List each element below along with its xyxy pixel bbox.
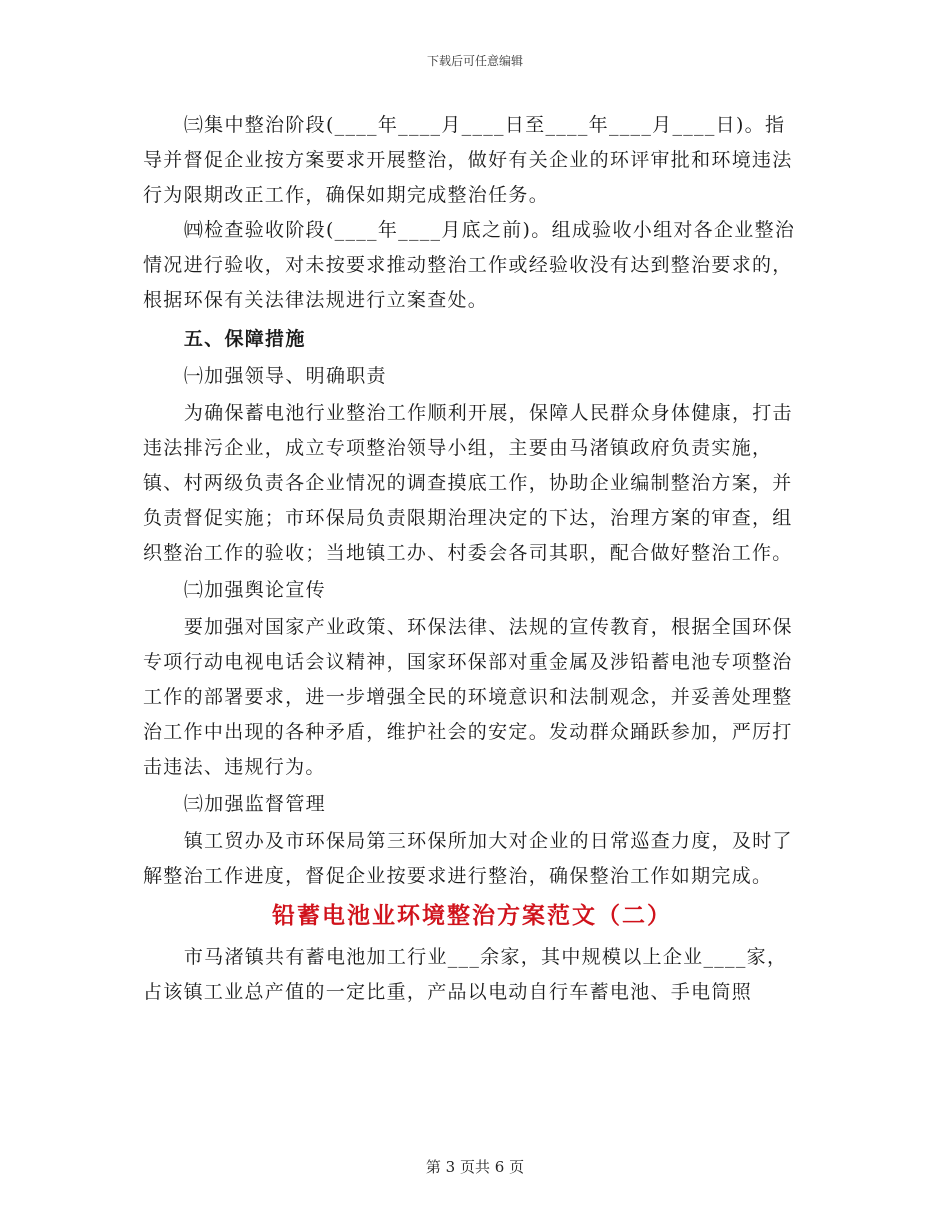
document-body xyxy=(143,108,801,1010)
stage4-paragraph: ㈣检查验收阶段(____年____月底之前)。组成验收小组对各企业整治情况进行验收，对未按要求推动整治工作或经验收没有达到整治要求的，根据环保有关法律法规进行立案查处。 xyxy=(143,219,796,311)
item1-body: 为确保蓄电池行业整治工作顺利开展，保障人民群众身体健康，打击违法排污企业，成立专项整治领导小组，主要由马渚镇政府负责实施，镇、村两级负责各企业情况的调查摸底工作，协助企业编制整治方案，并负责督促实施；市环保局负责限期治理决定的下达，治理方案的审查，组织整治工作的验收；当地镇工办、村委会各司其职，配合做好整治工作。 xyxy=(143,402,793,564)
item3-title: ㈢加强监督管理 xyxy=(183,793,326,815)
item2-title: ㈡加强舆论宣传 xyxy=(183,579,326,601)
item1-title: ㈠加强领导、明确职责 xyxy=(183,365,387,387)
doc2-title: 铅蓄电池业环境整治方案范文（二） xyxy=(272,902,672,929)
doc2-intro: 市马渚镇共有蓄电池加工行业___余家，其中规模以上企业____家，占该镇工业总产值的一定比重，产品以电动自行车蓄电池、手电筒照 xyxy=(143,946,788,1003)
page-header: 下载后可任意编辑 xyxy=(426,54,523,68)
item2-body: 要加强对国家产业政策、环保法律、法规的宣传教育，根据全国环保专项行动电视电话会议精神，国家环保部对重金属及涉铅蓄电池专项整治工作的部署要求，进一步增强全民的环境意识和法制观念，并妥善处理整治工作中出现的各种矛盾，维护社会的安定。发动群众踊跃参加，严厉打击违法、违规行为。 xyxy=(143,616,793,778)
item3-body: 镇工贸办及市环保局第三环保所加大对企业的日常巡查力度，及时了解整治工作进度，督促企业按要求进行整治，确保整治工作如期完成。 xyxy=(143,830,793,887)
stage3-paragraph: ㈢集中整治阶段(____年____月____日至____年____月____日)。指导并督促企业按方案要求开展整治，做好有关企业的环评审批和环境违法行为限期改正工作，确保如期完成整治任务。 xyxy=(143,114,793,206)
page-footer: 第 3 页共 6 页 xyxy=(425,1158,525,1176)
section5-heading: 五、保障措施 xyxy=(183,328,306,350)
